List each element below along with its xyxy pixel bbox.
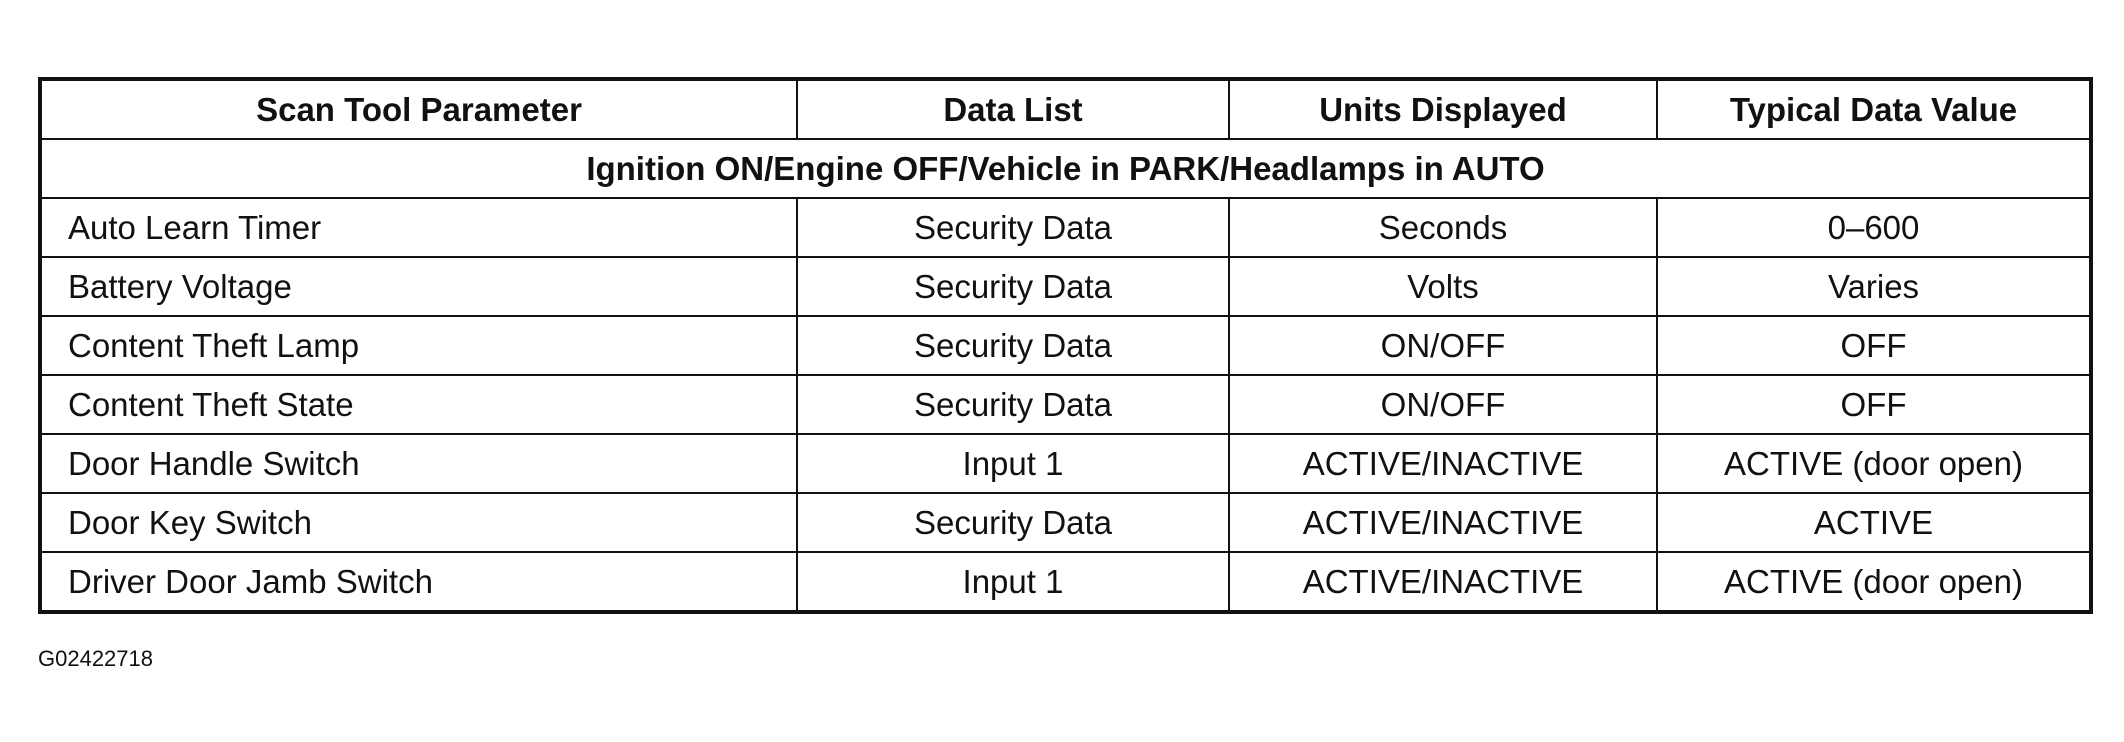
table-row — [40, 552, 2091, 612]
cell-units: ACTIVE/INACTIVE — [1229, 493, 1657, 552]
cell-data-list: Security Data — [797, 198, 1229, 257]
figure-id: G02422718 — [38, 646, 153, 671]
table-row — [40, 198, 2091, 257]
cell-parameter: Door Handle Switch — [40, 434, 797, 493]
header-units-displayed: Units Displayed — [1229, 79, 1657, 139]
cell-parameter: Battery Voltage — [40, 257, 797, 316]
cell-parameter: Driver Door Jamb Switch — [40, 552, 797, 612]
cell-units: ON/OFF — [1229, 375, 1657, 434]
table-row — [40, 375, 2091, 434]
cell-parameter: Content Theft Lamp — [40, 316, 797, 375]
cell-units: ACTIVE/INACTIVE — [1229, 434, 1657, 493]
cell-parameter: Door Key Switch — [40, 493, 797, 552]
header-typical-data-value: Typical Data Value — [1657, 79, 2091, 139]
header-scan-tool-parameter: Scan Tool Parameter — [40, 79, 797, 139]
scan-tool-data-table — [38, 77, 2093, 614]
table-row — [40, 316, 2091, 375]
cell-typical-value: Varies — [1657, 257, 2091, 316]
cell-typical-value: ACTIVE — [1657, 493, 2091, 552]
cell-data-list: Security Data — [797, 493, 1229, 552]
cell-data-list: Security Data — [797, 257, 1229, 316]
table-header-row — [40, 79, 2091, 139]
cell-units: ON/OFF — [1229, 316, 1657, 375]
cell-units: ACTIVE/INACTIVE — [1229, 552, 1657, 612]
table-row — [40, 493, 2091, 552]
cell-data-list: Input 1 — [797, 434, 1229, 493]
section-title: Ignition ON/Engine OFF/Vehicle in PARK/Headlamps in AUTO — [40, 139, 2091, 198]
cell-typical-value: ACTIVE (door open) — [1657, 552, 2091, 612]
cell-typical-value: OFF — [1657, 375, 2091, 434]
header-data-list: Data List — [797, 79, 1229, 139]
cell-typical-value: 0–600 — [1657, 198, 2091, 257]
cell-data-list: Input 1 — [797, 552, 1229, 612]
cell-typical-value: ACTIVE (door open) — [1657, 434, 2091, 493]
cell-typical-value: OFF — [1657, 316, 2091, 375]
table-row — [40, 257, 2091, 316]
cell-units: Seconds — [1229, 198, 1657, 257]
cell-parameter: Content Theft State — [40, 375, 797, 434]
cell-data-list: Security Data — [797, 375, 1229, 434]
table-row — [40, 434, 2091, 493]
section-row — [40, 139, 2091, 198]
cell-units: Volts — [1229, 257, 1657, 316]
cell-parameter: Auto Learn Timer — [40, 198, 797, 257]
cell-data-list: Security Data — [797, 316, 1229, 375]
